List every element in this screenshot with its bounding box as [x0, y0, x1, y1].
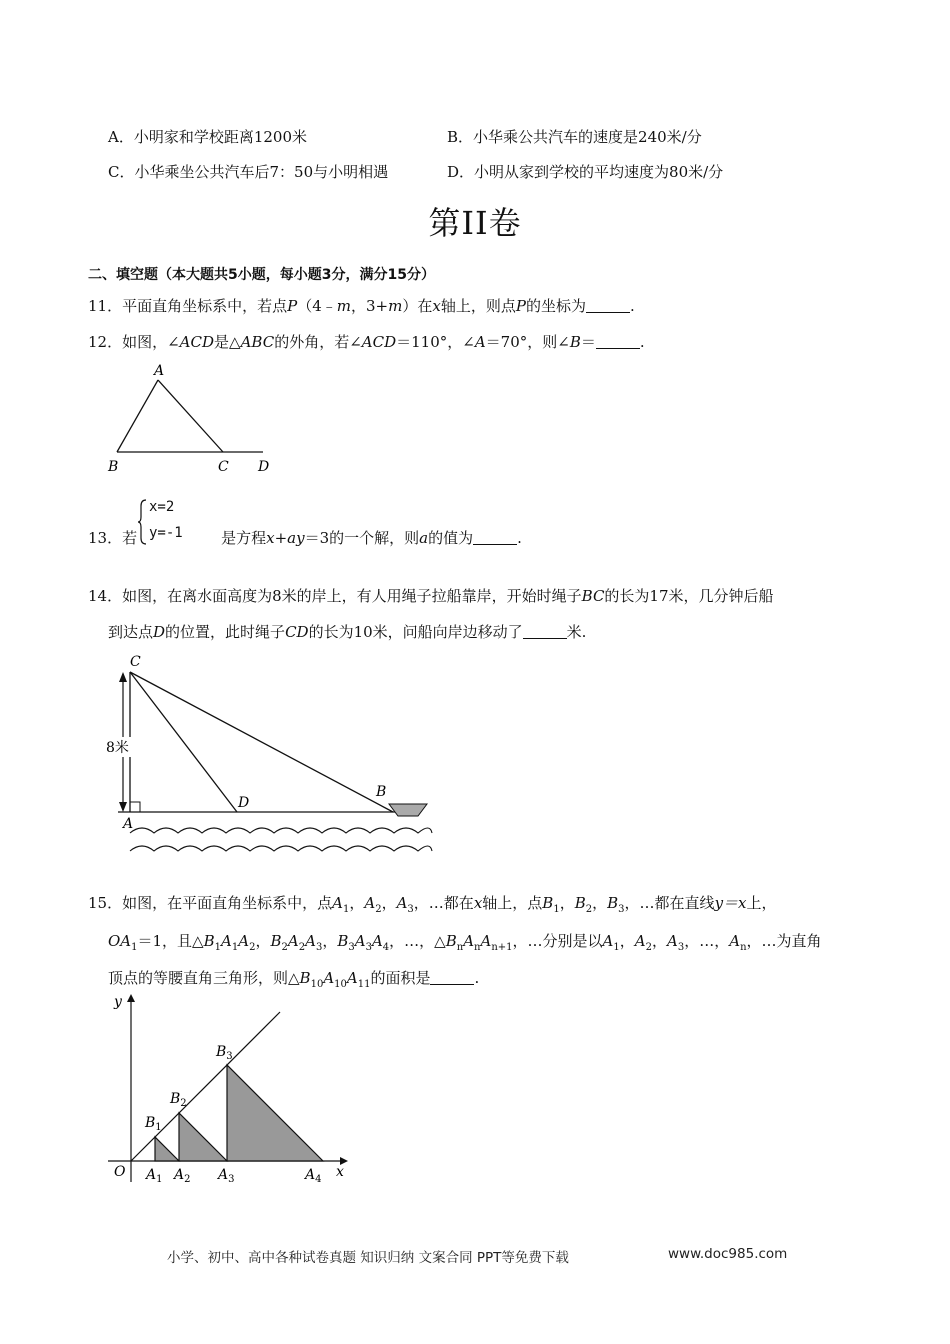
answer-blank[interactable]: [586, 298, 630, 313]
answer-blank[interactable]: [430, 970, 474, 985]
triangle-1: [155, 1137, 179, 1161]
label-a2: $A_2$: [174, 1167, 191, 1185]
question-15-line3: 顶点的等腰直角三角形，则$\triangle B_{10}A_{10}A_{11}$的面积是 .: [108, 969, 480, 990]
label-c: C: [218, 459, 229, 475]
question-15-line1: 15．如图，在平面直角坐标系中，点$A_1$，$A_2$，$A_3$，…都在x轴上，点$B_1$，$B_2$，$B_3$，…都在直线y＝x上，: [88, 894, 777, 915]
line-cd: [130, 672, 237, 812]
label-b3: $B_3$: [216, 1044, 233, 1062]
footer-url[interactable]: www.doc985.com: [668, 1246, 788, 1262]
coordinate-figure: [100, 990, 360, 1190]
wave-1: [130, 828, 432, 833]
label-a1: $A_1$: [146, 1167, 163, 1185]
line-ab: [117, 380, 158, 452]
right-angle-mark: [130, 802, 140, 812]
label-y: y: [114, 994, 122, 1010]
triangle-2: [179, 1113, 227, 1161]
answer-blank[interactable]: [596, 334, 640, 349]
volume-title: 第II卷: [428, 204, 522, 242]
label-x: x: [336, 1164, 344, 1180]
question-14-line2: 到达点D的位置，此时绳子CD的长为10米，问船向岸边移动了 米.: [108, 623, 587, 641]
label-b: B: [108, 459, 119, 475]
equation-y: y=-1: [149, 525, 183, 541]
label-a: A: [154, 363, 165, 379]
label-d: D: [238, 795, 250, 811]
question-14-line1: 14．如图，在离水面高度为8米的岸上，有人用绳子拉船靠岸，开始时绳子BC的长为17米，几分钟后船: [88, 587, 774, 605]
triangle-figure: [100, 360, 290, 480]
answer-blank[interactable]: [523, 624, 567, 639]
equation-x: x=2: [149, 499, 175, 515]
option-a: A．小明家和学校距离1200米: [108, 128, 308, 146]
boat-figure: [100, 650, 440, 865]
triangle-3: [227, 1065, 323, 1161]
footer-text: 小学、初中、高中各种试卷真题 知识归纳 文案合同 PPT等免费下载: [167, 1250, 569, 1266]
label-o: O: [114, 1164, 126, 1180]
label-a: A: [123, 816, 134, 832]
label-d: D: [258, 459, 270, 475]
boat-icon: [389, 804, 427, 816]
label-b2: $B_2$: [170, 1091, 187, 1109]
y-arrow-icon: [127, 994, 135, 1002]
question-15-line2: $OA_1=1$，且$\triangle B_1A_1A_2$，$B_2A_2A_3$，$B_3A_3A_4$，…，$\triangle B_nA_nA_{n+1}$，…分别是以$A_1$，$A_2$，$A_3$，…，$A_n$，…为直角: [108, 932, 822, 953]
label-b1: $B_1$: [145, 1115, 162, 1133]
label-a4: $A_4$: [305, 1167, 322, 1185]
height-label: 8米: [106, 740, 129, 756]
section-header: 二、填空题（本大题共5小题，每小题3分，满分15分）: [88, 267, 435, 283]
label-b: B: [376, 784, 387, 800]
answer-blank[interactable]: [473, 530, 517, 545]
option-c: C．小华乘坐公共汽车后7：50与小明相遇: [108, 163, 389, 181]
wave-2: [130, 846, 432, 851]
question-13: 13．若 是方程x+ay＝3的一个解，则a的值为 .: [88, 529, 522, 547]
label-a3: $A_3$: [218, 1167, 235, 1185]
question-12: 12．如图，∠ACD是△ABC的外角，若∠ACD＝110°，∠A＝70°，则∠B＝ .: [88, 333, 645, 351]
option-b: B．小华乘公共汽车的速度是240米/分: [447, 128, 702, 146]
option-d: D．小明从家到学校的平均速度为80米/分: [447, 163, 724, 181]
line-cb: [130, 672, 393, 812]
line-ac: [158, 380, 223, 452]
question-11: 11．平面直角坐标系中，若点P（4﹣m，3+m）在x轴上，则点P的坐标为 .: [88, 297, 635, 315]
label-c: C: [130, 654, 141, 670]
